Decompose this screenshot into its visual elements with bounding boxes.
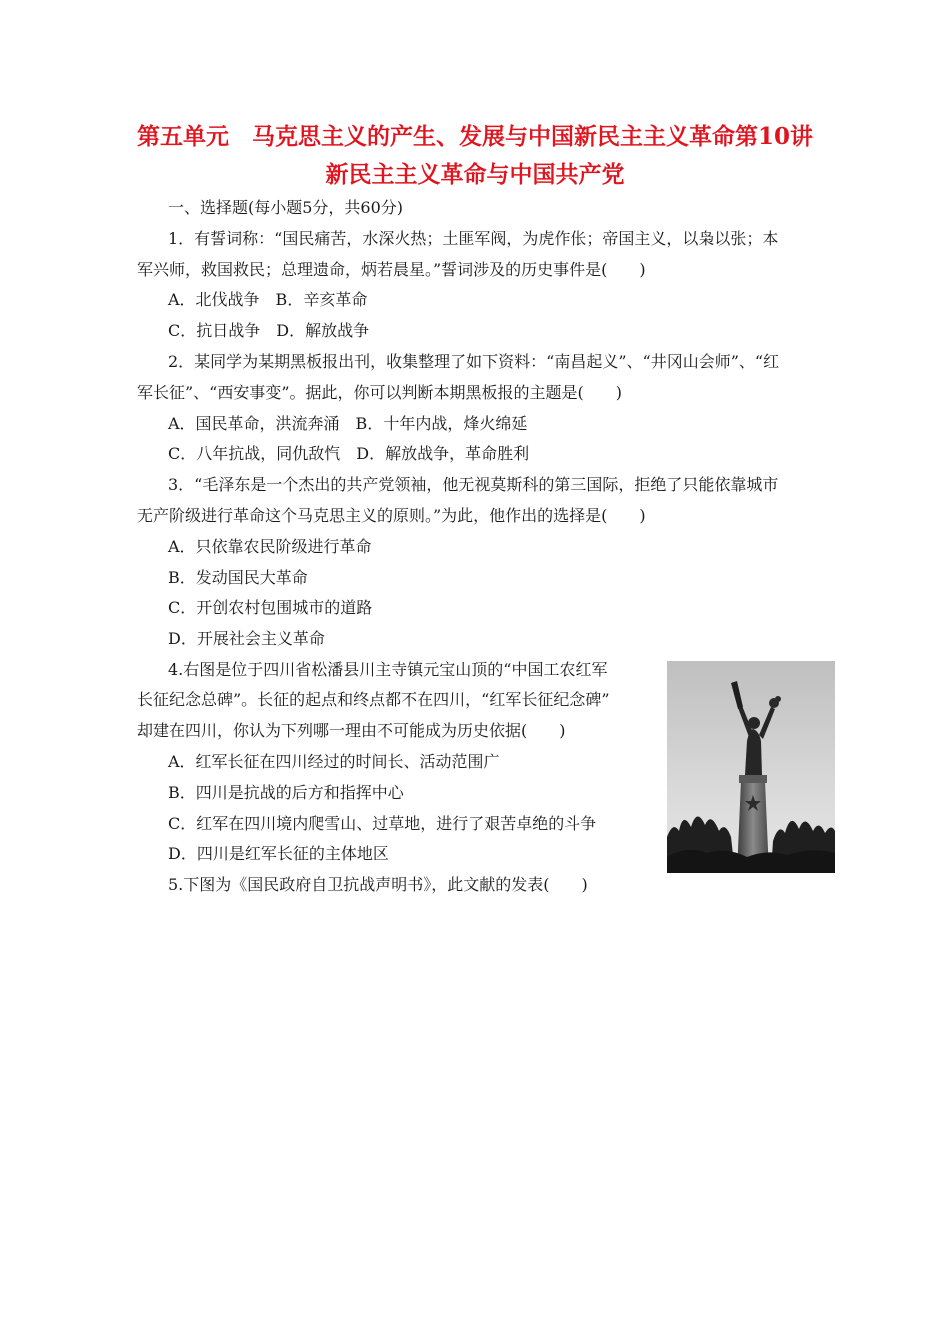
page-title-line2: 新民主主义革命与中国共产党 — [325, 161, 625, 188]
q1-options-line2: C．抗日战争 D．解放战争 — [168, 321, 370, 340]
q4-option-a: A．红军长征在四川经过的时间长、活动范围广 — [168, 752, 500, 771]
q2-options-line2: C．八年抗战，同仇敌忾 D．解放战争，革命胜利 — [168, 444, 530, 463]
q3-stem-line2: 无产阶级进行革命这个马克思主义的原则。”为此，他作出的选择是( ) — [137, 506, 646, 525]
section-heading: 一、选择题(每小题5分，共60分) — [168, 198, 404, 217]
q2-options-line1: A．国民革命，洪流奔涌 B．十年内战，烽火绵延 — [168, 414, 528, 433]
q1-stem-line2: 军兴师，救国救民；总理遗命，炳若晨星。”誓词涉及的历史事件是( ) — [137, 260, 646, 279]
q3-option-b: B．发动国民大革命 — [168, 568, 308, 587]
q4-option-d: D．四川是红军长征的主体地区 — [168, 844, 389, 863]
q3-option-c: C．开创农村包围城市的道路 — [168, 598, 373, 617]
q3-stem-line1: 3．“毛泽东是一个杰出的共产党领袖，他无视莫斯科的第三国际，拒绝了只能依靠城市 — [168, 475, 779, 494]
q3-option-d: D．开展社会主义革命 — [168, 629, 325, 648]
long-march-monument-photo — [667, 661, 835, 873]
q5-stem-line1: 5.下图为《国民政府自卫抗战声明书》，此文献的发表( ) — [168, 875, 588, 894]
q4-stem-line2: 长征纪念总碑”。长征的起点和终点都不在四川，“红军长征纪念碑” — [137, 690, 610, 709]
q2-stem-line2: 军长征”、“西安事变”。据此，你可以判断本期黑板报的主题是( ) — [137, 383, 623, 402]
q1-options-line1: A．北伐战争 B．辛亥革命 — [168, 290, 368, 309]
q4-option-b: B．四川是抗战的后方和指挥中心 — [168, 783, 404, 802]
q4-stem-line1: 4.右图是位于四川省松潘县川主寺镇元宝山顶的“中国工农红军 — [168, 660, 608, 679]
page-title-line1: 第五单元 马克思主义的产生、发展与中国新民主主义革命第10讲 — [136, 123, 813, 150]
q4-stem-line3: 却建在四川，你认为下列哪一理由不可能成为历史依据( ) — [137, 721, 566, 740]
q1-stem-line1: 1．有誓词称：“国民痛苦，水深火热；土匪军阀，为虎作伥；帝国主义，以枭以张；本 — [168, 229, 779, 248]
q3-option-a: A．只依靠农民阶级进行革命 — [168, 537, 372, 556]
q4-option-c: C．红军在四川境内爬雪山、过草地，进行了艰苦卓绝的斗争 — [168, 814, 597, 833]
q2-stem-line1: 2．某同学为某期黑板报出刊，收集整理了如下资料：“南昌起义”、“井冈山会师”、“红 — [168, 352, 780, 371]
